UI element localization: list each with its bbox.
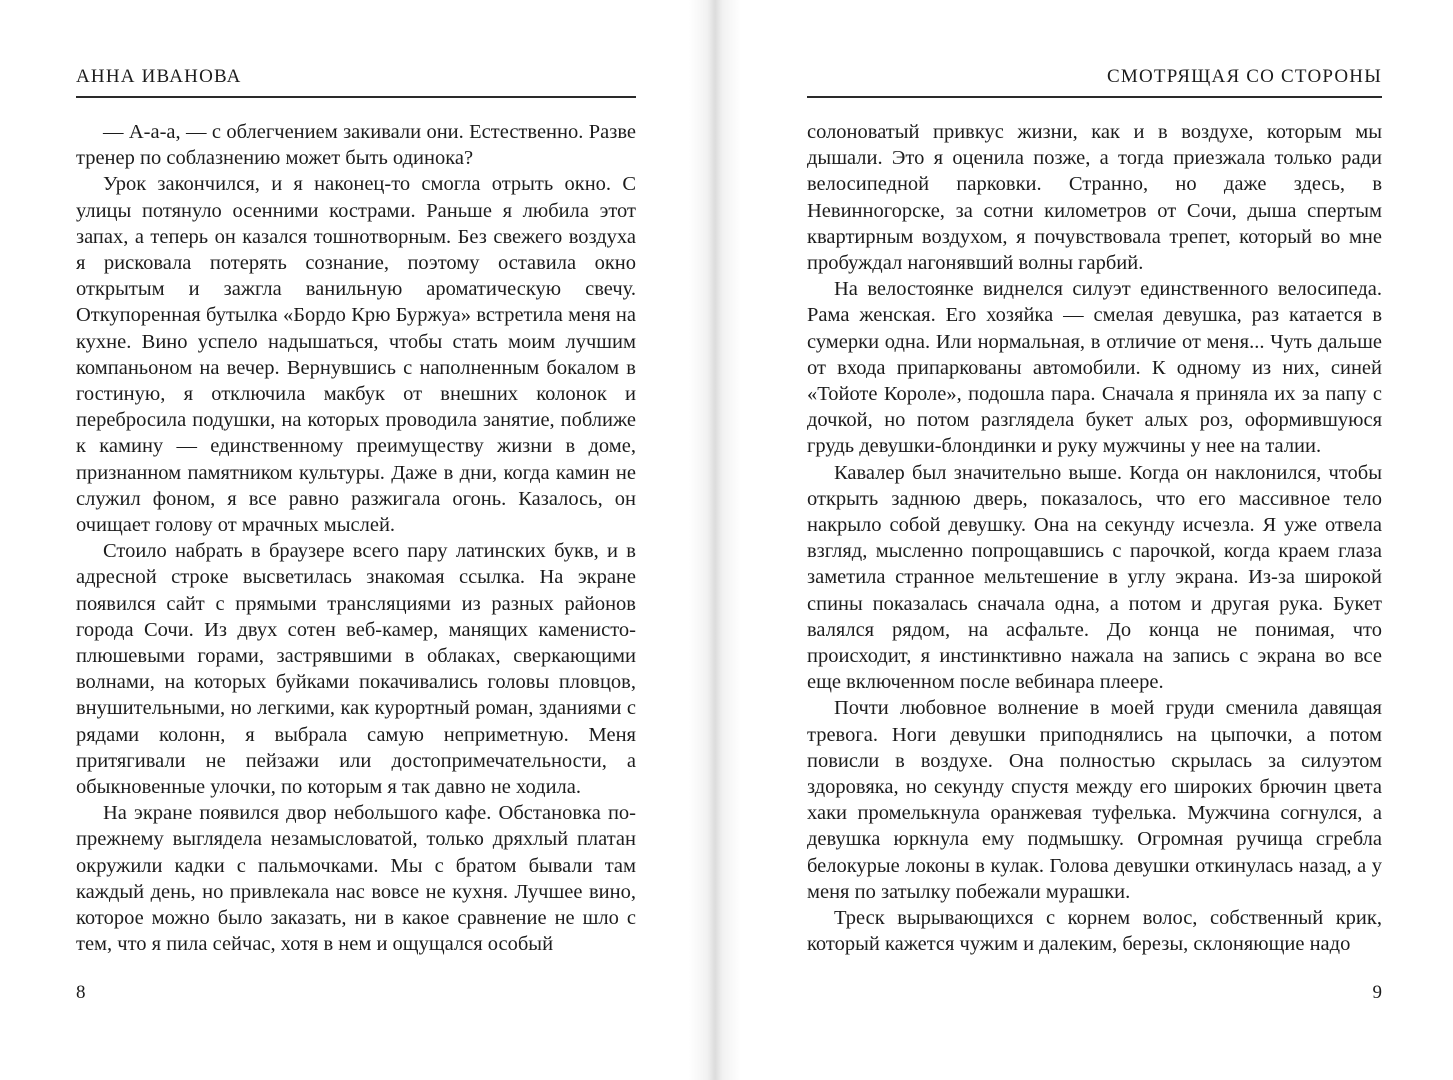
- paragraph: солоноватый привкус жизни, как и в воздухе, которым мы дышали. Это я оценила позже, а тогда приезжала только ради велосипедной парковки. Странно, но даже здесь, в Невинногорске, за сотни километров от Сочи, дыша спертым квартирным воздухом, я почувствовала трепет, который во мне пробуждал нагонявший волны гарбий.: [807, 121, 1382, 275]
- book-gutter: [689, 0, 741, 1080]
- paragraph: — А-а-а, — с облегчением закивали они. Естественно. Разве тренер по соблазнению может быть одинока?: [76, 121, 636, 170]
- running-head-title: СМОТРЯЩАЯ СО СТОРОНЫ: [1107, 66, 1382, 87]
- paragraph: Треск вырывающихся с корнем волос, собственный крик, который кажется чужим и далеким, березы, склоняющие надо: [807, 907, 1382, 956]
- header-rule: [76, 96, 636, 98]
- paragraph: Стоило набрать в браузере всего пару латинских букв, и в адресной строке высветилась знакомая ссылка. На экране появился сайт с прямыми трансляциями из разных районов города Сочи. Из двух сотен веб-камер, манящих каменисто-плюшевыми горами, застрявшими в облаках, сверкающими волнами, на которых буйками покачивались головы пловцов, внушительными, но легкими, как курортный роман, зданиями с рядами колонн, я выбрала самую неприметную. Меня притягивали не пейзажи или достопримечательности, а обыкновенные улочки, по которым я так давно не ходила.: [76, 540, 636, 799]
- paragraph: На экране появился двор небольшого кафе. Обстановка по-прежнему выглядела незамысловатой, только дряхлый платан окружили кадки с пальмочками. Мы с братом бывали там каждый день, но привлекала нас вовсе не кухня. Лучшее вино, которое можно было заказать, ни в какое сравнение не шло с тем, что я пила сейчас, хотя в нем и ощущался особый: [76, 802, 636, 956]
- right-body-text: [807, 119, 1382, 958]
- running-head-author: АННА ИВАНОВА: [76, 66, 242, 87]
- paragraph: Почти любовное волнение в моей груди сменила давящая тревога. Ноги девушки приподнялись на цыпочки, а потом повисли в воздухе. Она полностью скрылась за силуэтом здоровяка, но секунду спустя между его широких брючин цвета хаки промелькнула оранжевая туфелька. Мужчина согнулся, а девушка юркнула ему подмышку. Огромная ручища сгребла белокурые локоны в кулак. Голова девушки откинулась назад, а у меня по затылку побежали мурашки.: [807, 697, 1382, 903]
- page-number: 8: [76, 982, 86, 1003]
- left-page: [0, 0, 689, 1080]
- paragraph: На велостоянке виднелся силуэт единственного велосипеда. Рама женская. Его хозяйка — смелая девушка, раз катается в сумерки одна. Или нормальная, в отличие от меня... Чуть дальше от входа припаркованы автомобили. К одному из них, синей «Тойоте Короле», подошла пара. Сначала я приняла их за папу с дочкой, но потом разглядела букет алых роз, оформившуюся грудь девушки-блондинки и руку мужчины у нее на талии.: [807, 278, 1382, 458]
- left-body-text: [76, 119, 636, 958]
- paragraph: Кавалер был значительно выше. Когда он наклонился, чтобы открыть заднюю дверь, показалось, что его массивное тело накрыло собой девушку. Она на секунду исчезла. Я уже отвела взгляд, мысленно попрощавшись с парочкой, когда краем глаза заметила странное мельтешение в углу экрана. Из-за широкой спины показалась сначала одна, а потом и другая рука. Букет валялся рядом, на асфальте. До конца не понимая, что происходит, я инстинктивно нажала на запись с экрана во все еще включенном после вебинара плеере.: [807, 461, 1382, 694]
- paragraph: Урок закончился, и я наконец-то смогла отрыть окно. С улицы потянуло осенними кострами. Раньше я любила этот запах, а теперь он казался тошнотворным. Без свежего воздуха я рисковала потерять сознание, поэтому оставила окно открытым и зажгла ванильную ароматическую свечу. Откупоренная бутылка «Бордо Крю Буржуа» встретила меня на кухне. Вино успело надышаться, чтобы стать моим лучшим компаньоном на вечер. Вернувшись с наполненным бокалом в гостиную, я отключила макбук от внешних колонок и перебросила подушки, на которых проводила занятие, поближе к камину — единственному преимуществу жизни в доме, признанном памятником культуры. Даже в дни, когда камин не служил фоном, я все равно разжигала огонь. Казалось, он очищает голову от мрачных мыслей.: [76, 173, 636, 537]
- right-page: [741, 0, 1453, 1080]
- page-number: 9: [1372, 982, 1382, 1003]
- header-rule: [807, 96, 1382, 98]
